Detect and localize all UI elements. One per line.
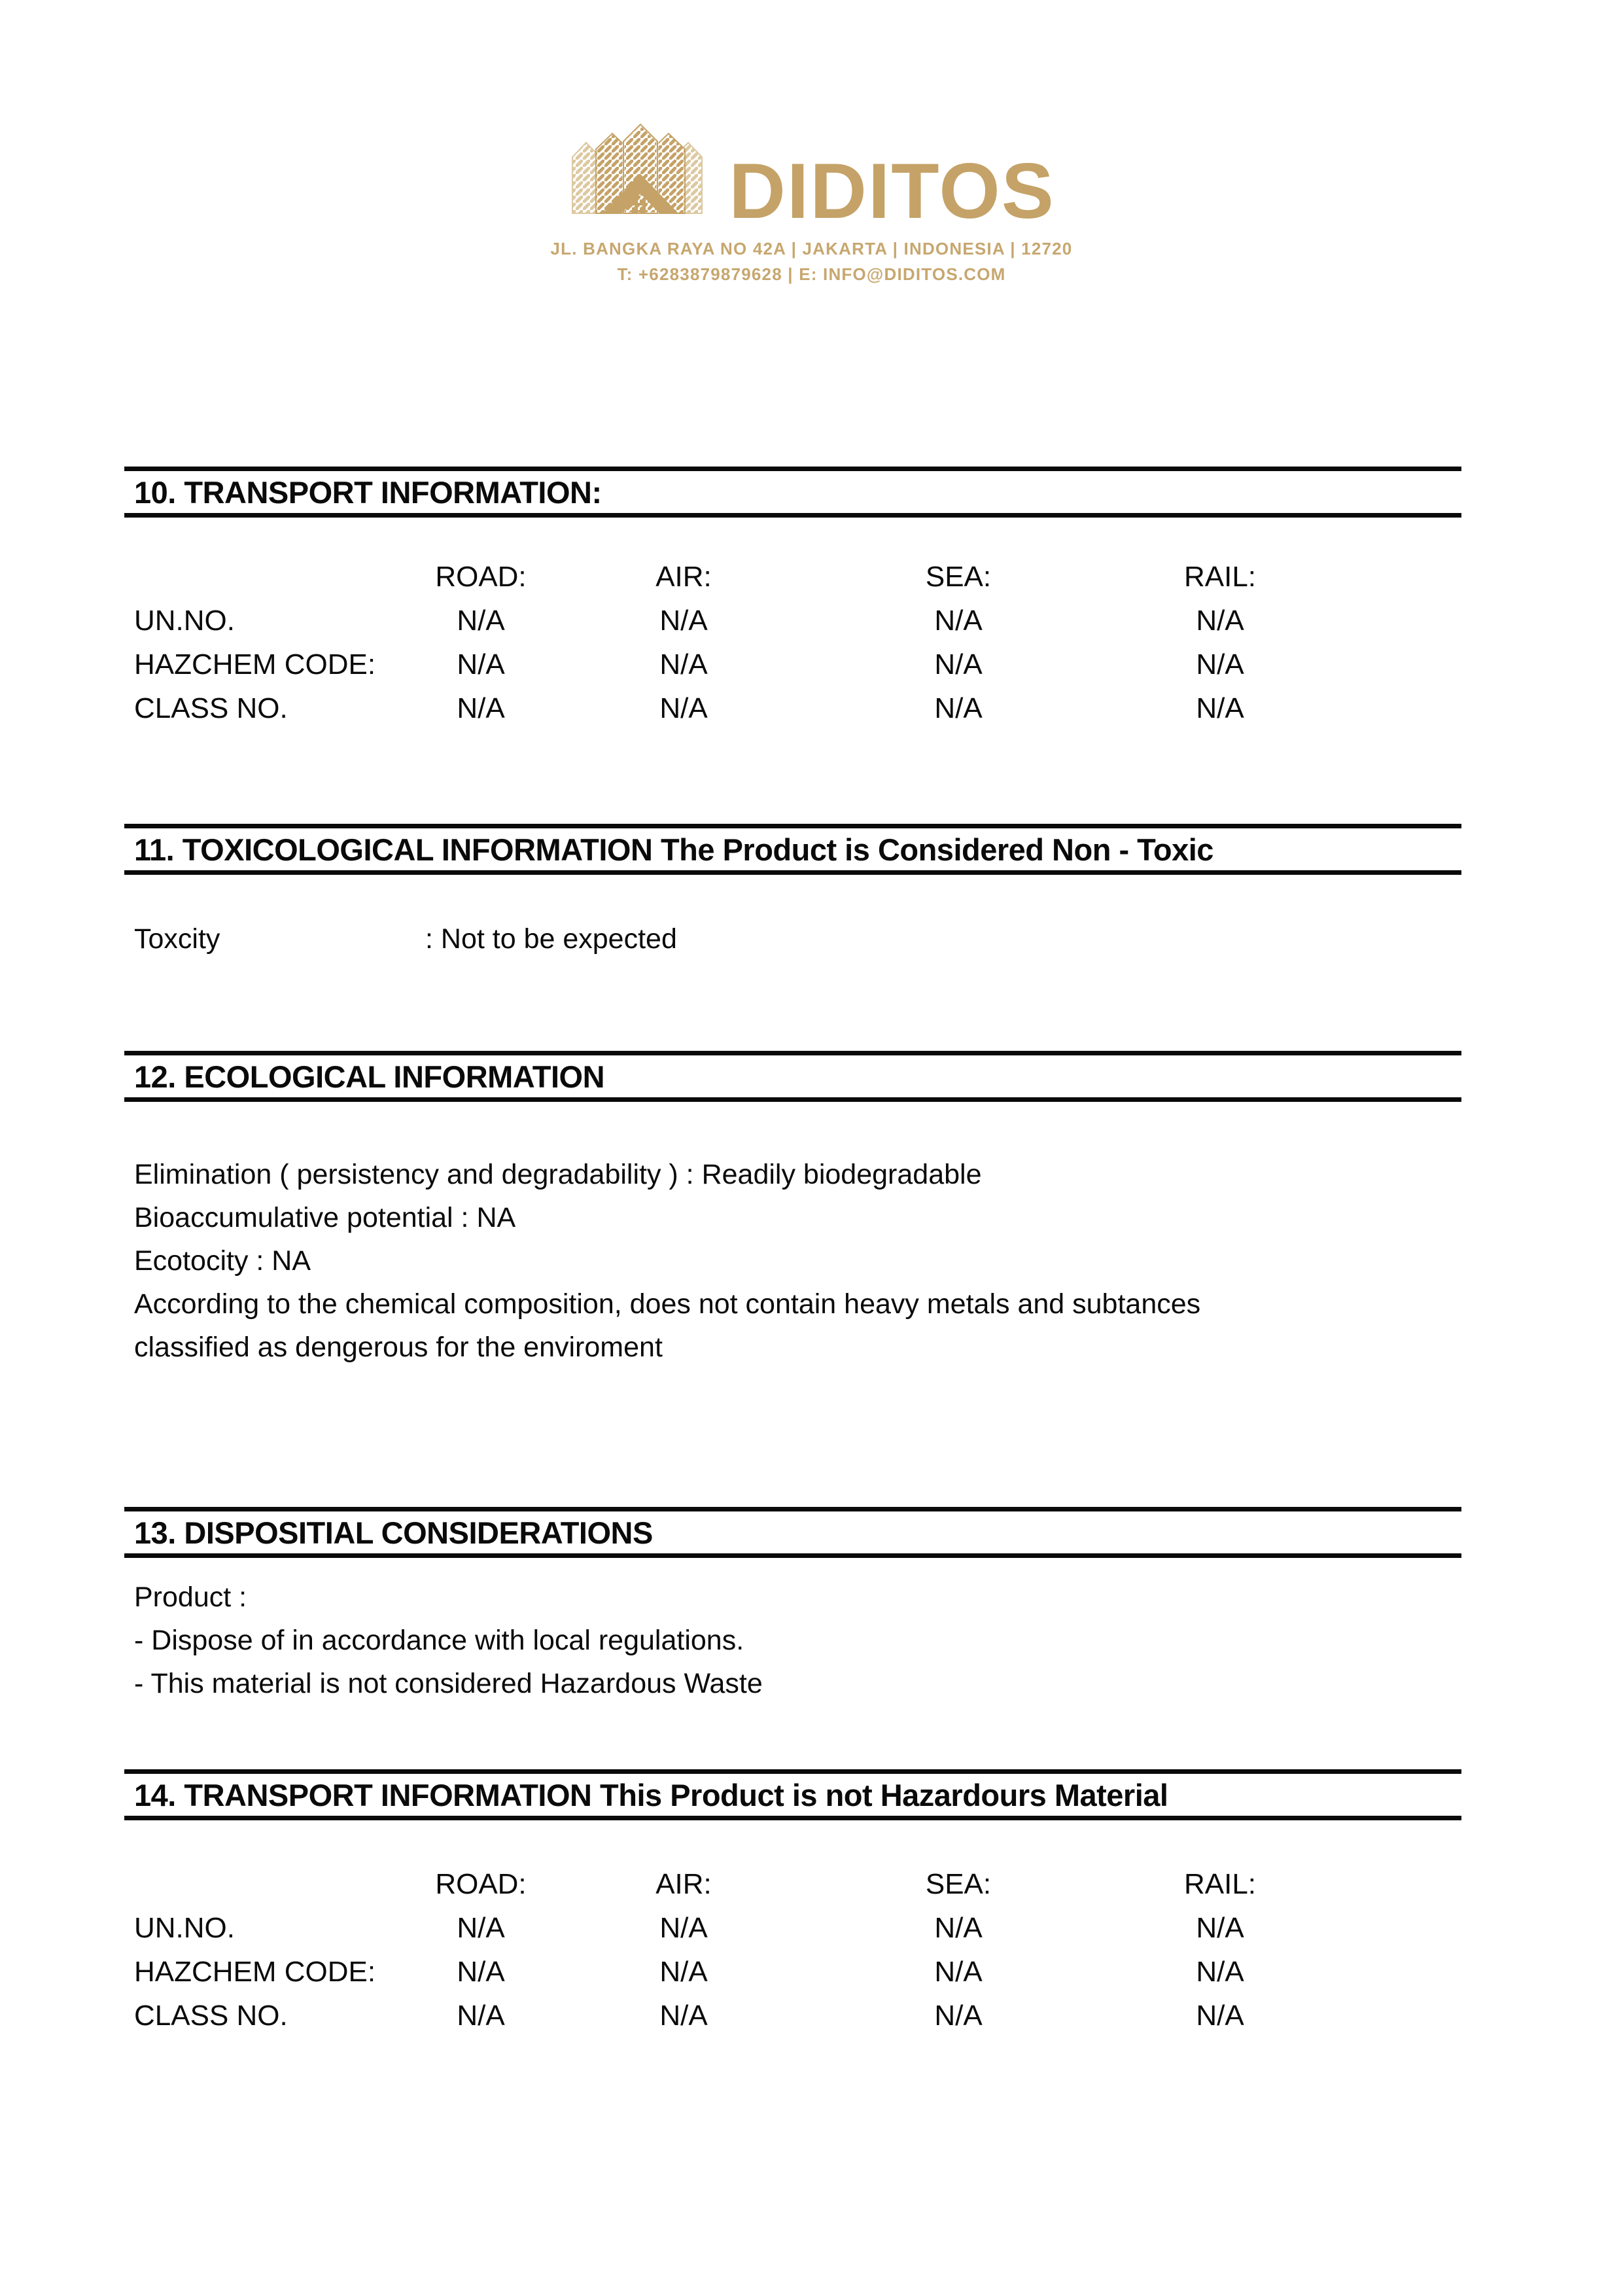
cell-value: N/A (934, 1999, 983, 2032)
cell-value: N/A (934, 692, 983, 724)
row-label: HAZCHEM CODE: (134, 1955, 376, 1988)
section-13-rule-bottom (124, 1553, 1461, 1558)
cell-value: N/A (457, 1955, 505, 1988)
column-header-rail: RAIL: (1183, 1867, 1257, 1900)
toxicity-value: : Not to be expected (425, 923, 677, 955)
cell-value: N/A (1196, 1911, 1244, 1944)
section-12-body (134, 1153, 1200, 1369)
cell-value: N/A (457, 648, 505, 680)
section-12-header (124, 1051, 1461, 1102)
cell-value: N/A (457, 604, 505, 637)
logo-address-line: JL. BANGKA RAYA NO 42A | JAKARTA | INDONESIA | 12720 (550, 239, 1073, 258)
cell-value: N/A (659, 1955, 708, 1988)
row-label: CLASS NO. (134, 692, 288, 724)
body-line: - Dispose of in accordance with local regulations. (134, 1625, 744, 1656)
section-14-title: 14. TRANSPORT INFORMATION This Product is not Hazardours Material (134, 1777, 1168, 1812)
cell-value: N/A (934, 648, 983, 680)
table-row (134, 1994, 1377, 2038)
body-line: Bioaccumulative potential : NA (134, 1202, 516, 1233)
cell-value: N/A (934, 1911, 983, 1944)
column-header-sea: SEA: (925, 560, 992, 593)
buildings-skyline-icon (568, 116, 707, 223)
section-12-rule-bottom (124, 1097, 1461, 1102)
company-logo (0, 116, 1623, 285)
table-header-row (134, 555, 1377, 599)
transport-table-10 (134, 555, 1377, 730)
table-row (134, 686, 1377, 730)
row-label: HAZCHEM CODE: (134, 648, 376, 680)
section-11-title: 11. TOXICOLOGICAL INFORMATION The Product is Considered Non - Toxic (134, 832, 1213, 867)
cell-value: N/A (1196, 604, 1244, 637)
section-14-header (124, 1769, 1461, 1820)
section-13-rule-top (124, 1507, 1461, 1511)
cell-value: N/A (659, 648, 708, 680)
body-line: - This material is not considered Hazardous Waste (134, 1668, 763, 1699)
table-row (134, 643, 1377, 686)
section-10-header (124, 467, 1461, 518)
column-header-air: AIR: (655, 1867, 712, 1900)
cell-value: N/A (659, 692, 708, 724)
section-13-body (134, 1576, 763, 1705)
body-line: According to the chemical composition, does not contain heavy metals and subtances (134, 1288, 1201, 1320)
table-header-row (134, 1862, 1377, 1906)
body-line: Elimination ( persistency and degradability ) : Readily biodegradable (134, 1159, 982, 1190)
section-13-header (124, 1507, 1461, 1558)
row-label: UN.NO. (134, 1911, 235, 1944)
cell-value: N/A (1196, 648, 1244, 680)
logo-contact-line: T: +6283879879628 | E: INFO@DIDITOS.COM (617, 264, 1006, 284)
cell-value: N/A (457, 692, 505, 724)
section-14-rule-bottom (124, 1816, 1461, 1820)
section-12-title: 12. ECOLOGICAL INFORMATION (134, 1059, 605, 1094)
cell-value: N/A (659, 1911, 708, 1944)
column-header-road: ROAD: (435, 1867, 527, 1900)
body-line: Ecotocity : NA (134, 1245, 311, 1277)
column-header-rail: RAIL: (1183, 560, 1257, 593)
transport-table-14 (134, 1862, 1377, 2038)
cell-value: N/A (659, 1999, 708, 2032)
section-10-title: 10. TRANSPORT INFORMATION: (134, 474, 602, 510)
section-11-header (124, 824, 1461, 875)
section-11-rule-top (124, 824, 1461, 828)
section-10-rule-bottom (124, 513, 1461, 518)
cell-value: N/A (1196, 692, 1244, 724)
table-row (134, 599, 1377, 643)
body-line: Product : (134, 1581, 247, 1613)
cell-value: N/A (934, 604, 983, 637)
row-label: UN.NO. (134, 604, 235, 637)
section-13-title: 13. DISPOSITIAL CONSIDERATIONS (134, 1515, 653, 1550)
cell-value: N/A (457, 1911, 505, 1944)
column-header-road: ROAD: (435, 560, 527, 593)
table-row (134, 1950, 1377, 1994)
cell-value: N/A (659, 604, 708, 637)
section-10-rule-top (124, 467, 1461, 471)
toxicity-label: Toxcity (134, 923, 220, 955)
table-row (134, 1906, 1377, 1950)
column-header-air: AIR: (655, 560, 712, 593)
cell-value: N/A (1196, 1955, 1244, 1988)
cell-value: N/A (457, 1999, 505, 2032)
body-line: classified as dengerous for the enviroment (134, 1332, 663, 1363)
brand-wordmark: DIDITOS (729, 147, 1055, 235)
row-label: CLASS NO. (134, 1999, 288, 2032)
section-14-rule-top (124, 1769, 1461, 1774)
cell-value: N/A (934, 1955, 983, 1988)
section-11-rule-bottom (124, 870, 1461, 875)
logo-row (568, 116, 1055, 235)
cell-value: N/A (1196, 1999, 1244, 2032)
toxicity-row (134, 917, 677, 961)
section-12-rule-top (124, 1051, 1461, 1055)
column-header-sea: SEA: (925, 1867, 992, 1900)
